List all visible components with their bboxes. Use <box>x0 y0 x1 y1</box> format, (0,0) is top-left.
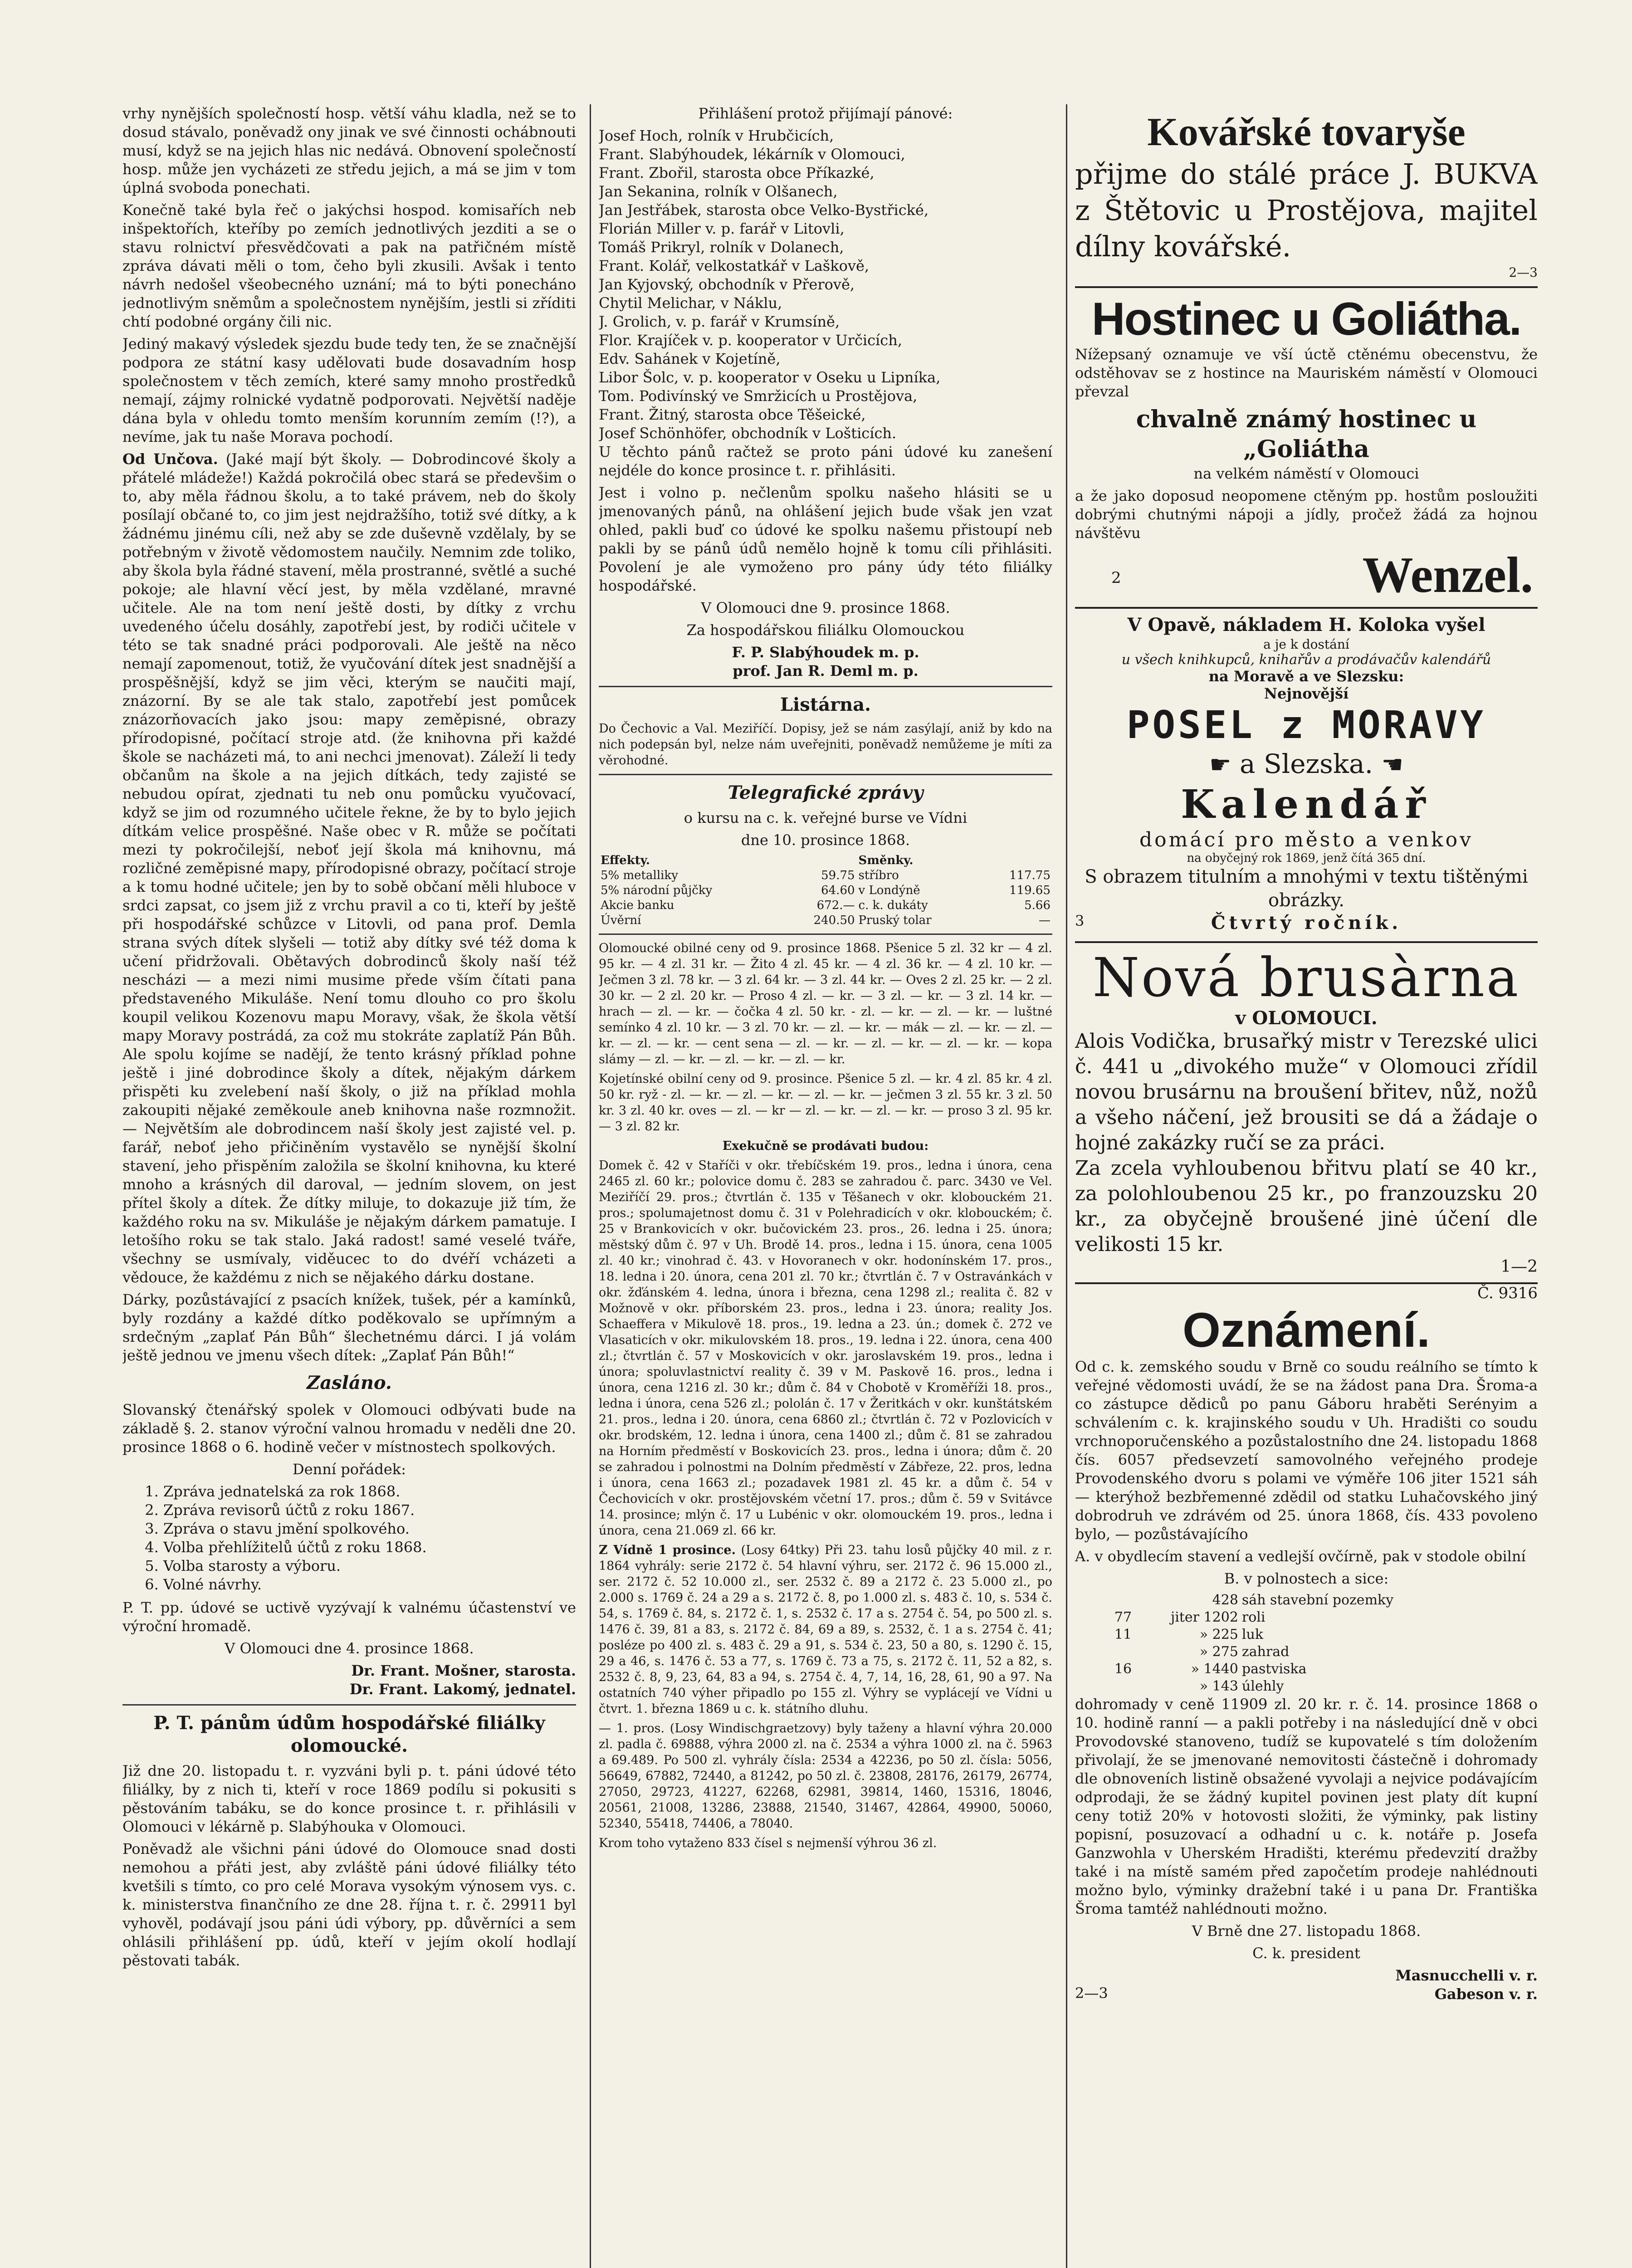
table-row <box>599 898 1052 913</box>
ad-text: Nejnovější <box>1264 685 1349 702</box>
list-item: Jan Jestřábek, starosta obce Velko-Bystřické, <box>599 201 929 219</box>
dateline: Z Vídně 1 prosince. <box>599 1543 736 1557</box>
exchange-rates-table <box>599 853 1052 928</box>
table-row <box>1102 1592 1472 1609</box>
paragraph: Do Čechovic a Val. Meziříčí. Dopisy, jež se nám zasýlají, aniž by kdo na nich podepsán byl, nelze nám uveřejniti, poněvadž nemůžeme je míti za věrohodné. <box>599 722 1052 767</box>
paragraph: o kursu na c. k. veřejné burse ve Vídni <box>684 809 967 826</box>
table-cell: zahrad <box>1241 1644 1290 1660</box>
table-cell: v Londýně <box>858 884 920 897</box>
ad-text: Alois Vodička, brusařký mistr v Terezské ulici č. 441 u „divokého muže“ v Olomouci zřídil novou brusárnu na broušení břitev, nůž, nožů a všeho náčení, jež brousiti se dá a žádaje o hojné zakázky ručí se za práci. <box>1075 1030 1538 1154</box>
table-row <box>1102 1609 1472 1626</box>
announcement-title: Oznámení. <box>1182 1302 1431 1357</box>
table-cell: 64.60 <box>821 884 855 897</box>
article-text: (Losy 64tky) Při 23. tahu losů půjčky 40 mil. z r. 1864 vyhrály: serie 2172 č. 54 hlavní výhru, ser. 2172 č. 96 15.000 zl., ser. 2172 č. 52 10.000 zl., ser. 2532 č. 89 a 2172 č. 23 5.000 zl., po 2.000 s. 1769 č. 24 a 29 a s. 2172 č. 8, po 1.000 zl. s. 483 č. 10, s. 534 č. 54, s. 1769 č. 84, s. 2172 č. 1, s. 2532 č. 17 a s. 2754 č. 54, po 500 zl. s. 1476 č. 39, 81 a 83, s. 2172 č. 84, 69 a 89, s. 2532, č. 1 a s. 2754 č. 41; posléze po 400 zl. s. 483 č. 29 a 91, s. 534 č. 23, 50 a 80, s. 1290 č. 15, 29 a 46, s. 1476 č. 53 a 77, s. 1769 č. 73 a 75, s. 2172 č. 11, 52 a 82, s. 2532 č. 8, 9, 23, 64, 83 a 94, s. 2754 č. 4, 7, 14, 16, 28, 61, 90 a 97. Na ostatních 740 výher připadlo po 155 zl. Výhry se vyplácejí ve Vídni u čtvrt. 1. března 1869 u c. k. státního dluhu. <box>599 1543 1052 1716</box>
ad-text: na obyčejný rok 1869, jenž čítá 365 dní. <box>1187 851 1426 865</box>
market-prices: Olomoucké obilné ceny od 9. prosince 1868. Pšenice 5 zl. 32 kr — 4 zl. 95 kr. — 4 zl. 31 kr. — Žito 4 zl. 45 kr. — 4 zl. 36 kr. — 4 zl. 10 kr. — Ječmen 3 zl. 78 kr. — 3 zl. 64 kr. — 3 zl. 44 kr. — Oves 2 zl. 25 kr. — 2 zl. 30 kr. — 2 zl. 20 kr. — Proso 4 zl. — kr. — 3 zl. — kr. — 3 zl. 14 kr. — hrach — zl. — kr. — čočka 4 zl. 50 kr. - zl. — kr. — zl. — kr. — luštné semínko 4 zl. 10 kr. — 3 zl. 70 kr. — zl. — kr. — mák — zl. — kr. — zl. — kr. — zl. — kr. — cent sena — zl. — kr. — zl. — kr. — zl. — kr. — kopa slámy — zl. — kr. — zl. — kr. — zl. — kr. <box>599 941 1052 1066</box>
paragraph <box>122 450 576 1287</box>
ad-text: na Moravě a ve Slezsku: <box>1208 668 1404 685</box>
table-row <box>1102 1643 1472 1661</box>
list-item: Chytil Melichar, v Náklu, <box>599 294 782 312</box>
ad-footer <box>1075 912 1538 935</box>
signature-block <box>1075 1966 1538 2007</box>
ad-title: POSEL z MORAVY <box>1126 703 1486 747</box>
paragraph: dohromady v ceně 11909 zl. 20 kr. r. č. 14. prosince 1868 o 10. hodině ranní — a pakli potřeby i na následující dně v obci Provodovské stanoveno, tudíž se kupovatelé s tím doložením přivolají, že se jmenované nemovitosti částečně i dohromady dle obnoveních listině obsažené vyvolaji a nejvice podávajícím odprodaji, že se žádný kupitel povinen jest platy dít kupní ceny totiž 20% v hotovosti složiti, že výminky, pak listiny popisní, posuzovací a odhadní u c. k. notáře p. Josefa Ganzwohla v Uherském Hradišti, kterému předevzití dražby také i na místě samém před započetím prodeje nahlédnouti možno bylo, výminky dražební také i u pana Dr. Františka Šroma tamtéž nahlédnouti možno. <box>1075 1696 1538 1917</box>
section-heading: Listárna. <box>780 694 871 715</box>
list-item: 2. Zpráva revisorů účtů z roku 1867. <box>163 1501 576 1520</box>
table-cell <box>1102 1592 1134 1609</box>
table-row <box>1102 1626 1472 1643</box>
paragraph: U těchto pánů račtež se proto páni údové ku zanešení nejdéle do konce prosince t. r. přihlásiti. <box>599 443 1052 479</box>
table-cell: 119.65 <box>1009 884 1051 897</box>
dateline: dne 10. prosince 1868. <box>741 831 910 849</box>
table-cell: 5% metalliky <box>601 869 678 882</box>
table-cell: pastviska <box>1241 1661 1307 1677</box>
paragraph: B. v polnostech a sice: <box>1224 1570 1389 1587</box>
signature: F. P. Slabýhoudek m. p. <box>732 644 919 661</box>
list-item: 1. Zpráva jednatelská za rok 1868. <box>163 1482 576 1501</box>
announcement <box>1075 1284 1538 2007</box>
article-text: (Jaké mají být školy. — Dobrodincové školy a přátelé mládeže!) Každá pokročilá obec stará se předevšim o to, aby měla řádnou školu, a to také právem, neb do školy posílají občané to, co jim jest nejdražšího, totiž své dítky, a k žádnému jinému cíli, než aby se zde duševně vzdělaly, by se potřebným v životě vědomostem naučily. Nemnim zde toliko, aby škola byla řádné stavení, měla prostranné, světlé a suché pokoje; ale hlavní věcí jest, by měla vzdělané, mravné učitele. Ale na tom není ještě dosti, by dítky z vrchu uvedeného účelu dosáhly, zapotřebí jest, by rodiči učitele v této se tak snadné práci podporovali. Ale ještě na něco nemají zapomenout, totiž, že vyučování dítek jest snadnější a prospěšnější, když se jim věci, kterým se naučiti mají, znázorní. By se ale tak stalo, zapotřebí jest pomůcek znázorňovacích jako jsou: mapy zeměpisné, obrazy přírodopisné, počítací stroje atd. (že knihovna při každé škole se nacházeti má, to ani nechci jmenovat). Záleží li tedy občanům na škole a na jejich dítkách, tedy zajisté se nebudou opírat, zjednati tu neb onu pomůcku vyučovací, když se jim od rozumného učitele řekne, že by to bylo jejich dítkám velice prospěšné. Naše obec v R. může se počítati mezi ty pokročilejší, neboť její škola má knihovnu, má rozličné zeměpisné mapy, přírodopisné obrazy, počítací stroje a k tomu hodné učitele; jen by to sobě občaní měli hluboce v srdci zapsat, co jsem již z vrchu pravil a co ti, kteří by ještě při hospodářské schůzce v Litovli, od pana prof. Demla strana svých dítek slyšeli — totiž aby dítky své též doma k učení přidržovali. Obětavých dobrodinců školy naší též nescházi — a mezi nimi musime přede vším čítati pana představeného Mikuláše. Není tomu dlouho co pro školu koupil velikou Kozenovu mapu Moravy, však, že škola větší mapy Moravy postrádá, za což mu stokráte zaplatíž Pán Bůh. Ale spolu kojíme se nadějí, že tento krásný příklad pohne ještě i jiné dobrodince školy a dítek, nějakým dárkem přispěti ku zvelebení naší školy, o již na příklad mohla zakoupiti nějaké zeměkoule aneb knihovna naše rozmnožit. — Největším ale dobrodincem naší školy jest zajisté vel. p. farář, neboť jeho přičiněním vystavělo se nynější školní stavení, jeho přispěním založila se školní knihovna, ku které mnoho a krásných dil daroval, — jedním slovem, on jest přítel školy a dítek. Že dítky miluje, to dokazuje již tím, že každého roku na sv. Mikuláše je nějakým dárkem pamatuje. I letošího roku se tak stalo. Jaká radost! samé veselé tváře, všechny se usmívaly, viděucec to do dvéří vcházeti a vědouce, že každému z nich se nějakého dárku dostane. <box>122 450 576 1286</box>
list-item: 3. Zpráva o stavu jmění spolkového. <box>163 1520 576 1538</box>
advertisement <box>1075 609 1538 943</box>
land-table <box>1102 1592 1472 1695</box>
section-heading: Exekučně se prodávati budou: <box>722 1139 929 1153</box>
ad-number: 2—3 <box>1075 1984 1108 2002</box>
table-row <box>1102 1678 1472 1695</box>
ad-text: V Opavě, nákladem H. Koloka vyšel <box>1127 614 1485 635</box>
ad-text: a že jako doposud neopomene ctěným pp. hostům posloužiti dobrými chutnými nápoji a jídly, pročež žádá za hojnou návštěvu <box>1075 487 1538 542</box>
table-header: Směnky. <box>858 854 914 867</box>
agenda-list <box>163 1482 576 1594</box>
dateline: Od Unčova. <box>122 450 218 468</box>
list-item: Tom. Podivínský ve Smržicích u Prostějova, <box>599 387 918 405</box>
ad-number: 3 <box>1075 912 1085 929</box>
table-row <box>599 913 1052 928</box>
ad-title: Kalendář <box>1181 782 1432 827</box>
ad-number: 2—3 <box>1509 265 1538 280</box>
column-middle <box>599 104 1052 1855</box>
table-cell: stříbro <box>858 869 899 882</box>
signature: prof. Jan R. Deml m. p. <box>733 662 919 679</box>
ad-subtitle <box>1075 748 1538 781</box>
name-list <box>599 127 1052 443</box>
market-prices: Kojetínské obilní ceny od 9. prosince. Pšenice 5 zl. — kr. 4 zl. 85 kr. 4 zl. 50 kr. ryž - zl. — kr. — zl. — kr. — zl. — kr. — ječmen 3 zl. 55 kr. 3 zl. 50 kr. 3 zl. 40 kr. oves — zl. — kr — zl. — kr. — zl. — kr. — proso 3 zl. 95 kr. — 3 zl. 82 kr. <box>599 1072 1052 1134</box>
ad-text: u všech knihkupců, knihařův a prodávačův kalendářů <box>1121 652 1491 668</box>
list-item: Frant. Zbořil, starosta obce Příkazké, <box>599 164 875 181</box>
ad-text: chvalně známý hostinec u „Goliátha <box>1136 406 1477 463</box>
ad-text: S obrazem titulním a mnohými v textu tištěnými obrázky. <box>1085 866 1528 911</box>
divider <box>122 1704 576 1706</box>
table-cell: úlehly <box>1241 1678 1284 1694</box>
paragraph: — 1. pros. (Losy Windischgraetzovy) byly taženy a hlavní výhra 20.000 zl. padla č. 69888, výhra 2000 zl. na č. 2534 a výhra 1000 zl. na č. 5963 a 69.489. Po 500 zl. vyhrály čísla: 2534 a 42236, po 50 zl. čísla: 5056, 56649, 67882, 72440, a 81242, po 50 zl. č. 23808, 28176, 26179, 26774, 27050, 29723, 41227, 62268, 62981, 39814, 1460, 15316, 18046, 20561, 21008, 13286, 23888, 21540, 31467, 42864, 49900, 50060, 52340, 55418, 74406, a 78040. <box>599 1721 1052 1831</box>
list-item: Edv. Sahánek v Kojetíně, <box>599 350 781 367</box>
table-cell: 428 <box>1212 1592 1238 1608</box>
signature: Gabeson v. r. <box>1434 1985 1538 2003</box>
divider <box>599 934 1052 935</box>
list-item: 4. Volba přehlížitelů účtů z roku 1868. <box>163 1538 576 1557</box>
table-cell: Pruský tolar <box>858 914 932 927</box>
signature: Dr. Frant. Lakomý, jednatel. <box>349 1681 576 1698</box>
list-item: J. Grolich, v. p. farář v Krumsíně, <box>599 313 840 330</box>
pointing-hand-icon: ☛ <box>1209 750 1231 779</box>
table-cell: jiter 1202 <box>1170 1609 1238 1625</box>
ad-text: Za zcela vyhloubenou břitvu platí se 40 kr., za polohloubenou 25 kr., po franzouzsku 20 kr., za obyčejně broušené jinė účení dle velikosti 15 kr. <box>1075 1157 1538 1256</box>
paragraph: Krom toho vytaženo 833 čísel s nejmenší výhrou 36 zl. <box>599 1836 937 1850</box>
list-item: Jan Kyjovský, obchodník v Přerově, <box>599 276 855 293</box>
table-row <box>599 868 1052 883</box>
ad-footer <box>1075 546 1538 601</box>
ad-title: Kovářské tovaryše <box>1147 110 1466 154</box>
paragraph: vrhy nynějších společností hosp. větší váhu kladla, než se to dosud stávalo, poněvadž ony jinak ve své činnosti ochábnouti musí, když se na jejich hlas nic nedává. Obnovení společností hosp. může jen vycházeti ze středu jejich, a má se jim v tom úplná svoboda ponechati. <box>122 105 576 196</box>
list-item: Flor. Krajíček v. p. kooperator v Určicích, <box>599 332 902 349</box>
table-cell: roli <box>1241 1609 1266 1625</box>
ad-text: domácí pro město a venkov <box>1139 828 1473 851</box>
table-cell: 117.75 <box>1009 869 1051 882</box>
table-cell: 5% národní půjčky <box>601 884 713 897</box>
table-cell: Akcie banku <box>601 899 674 912</box>
ad-text: a je k dostání <box>1263 637 1349 652</box>
table-header-row <box>599 853 1052 868</box>
advertisement <box>1075 288 1538 609</box>
table-cell: luk <box>1241 1627 1264 1642</box>
table-cell: 672.— <box>816 899 855 912</box>
dateline: V Olomouci dne 4. prosince 1868. <box>225 1640 474 1657</box>
table-cell: » 275 <box>1199 1644 1238 1660</box>
table-header: Effekty. <box>601 854 650 867</box>
table-cell: 5.66 <box>1024 899 1051 912</box>
table-row <box>599 883 1052 898</box>
signature: Dr. Frant. Mošner, starosta. <box>351 1662 576 1679</box>
paragraph <box>599 1542 1052 1717</box>
ad-subtitle: v OLOMOUCI. <box>1235 1007 1378 1029</box>
table-cell: » 225 <box>1199 1627 1238 1642</box>
paragraph: C. k. president <box>1252 1945 1360 1962</box>
list-item: 6. Volné návrhy. <box>163 1575 576 1594</box>
advertisement <box>1075 104 1538 288</box>
paragraph: P. T. pp. údové se uctivě vyzývají k valnému účastenství ve výroční hromadě. <box>122 1599 576 1635</box>
paragraph: Za hospodářskou filiálku Olomouckou <box>686 621 965 639</box>
table-cell: sáh stavební pozemky <box>1241 1592 1394 1608</box>
paragraph: Poněvadž ale všichni páni údové do Olomouce snad dosti nemohou a přáti jest, aby zvláště páni údové filiálky této kvetšili s tímto, co pro celé Morava vysokým výnosem vys. c. k. ministerstva finančního ze dne 28. října t. r. č. 29911 byl vyhověl, podávají jsou páni údi výbory, pp. důvěrníci a sem ohlásili přihlášení pp. údů, kteří v jejím okolí hodlají pěstovati tabák. <box>122 1840 576 1969</box>
ad-signature: Wenzel. <box>1362 547 1533 603</box>
reference-number: Č. 9316 <box>1477 1284 1538 1302</box>
list-item: Tomáš Prikryl, rolník v Dolanech, <box>599 239 844 256</box>
divider <box>599 686 1052 687</box>
agenda-heading: Denní pořádek: <box>293 1461 406 1478</box>
divider <box>599 774 1052 775</box>
table-cell: » 143 <box>1199 1678 1238 1694</box>
section-heading: P. T. pánům údům hospodářské filiálky olomoucké. <box>153 1712 545 1756</box>
list-item: Josef Schönhöfer, obchodník v Lošticích. <box>599 425 897 442</box>
section-heading: Telegrafické zprávy <box>728 782 923 803</box>
ad-number: 1—2 <box>1500 1257 1538 1276</box>
ad-text: Čtvrtý ročník. <box>1211 912 1402 934</box>
table-cell <box>1102 1643 1134 1661</box>
dateline: V Brně dne 27. listopadu 1868. <box>1192 1922 1421 1940</box>
list-item: 5. Volba starosty a výboru. <box>163 1557 576 1575</box>
paragraph: Již dne 20. listopadu t. r. vyzváni byli p. t. páni údové této filiálky, by z nich ti, kteří v roce 1869 podílu si pokusiti s pěstováním tabáku, se do konce prosince t. r. přihlásili v Olomouci v lékárně p. Slabýhouka v Olomouci. <box>122 1762 576 1835</box>
ad-text: a Slezska. <box>1239 748 1373 779</box>
column-left <box>122 104 576 1974</box>
table-cell: » 1440 <box>1191 1661 1238 1677</box>
column-right <box>1075 104 1538 2007</box>
table-cell: 16 <box>1114 1661 1132 1677</box>
section-heading: Zasláno. <box>307 1372 392 1393</box>
ad-title: Nová brusàrna <box>1092 946 1520 1009</box>
ad-text: Nížepsaný oznamuje ve vší úctě ctěnému obecenstvu, že odstěhovav se z hostince na Mauriském náměstí v Olomouci převzal <box>1075 346 1538 400</box>
list-item: Josef Hoch, rolník v Hrubčicích, <box>599 127 834 144</box>
list-item: Florián Miller v. p. farář v Litovli, <box>599 220 845 237</box>
table-cell: Úvěrní <box>601 914 641 927</box>
list-item: Frant. Slabýhoudek, lékárník v Olomouci, <box>599 146 905 163</box>
paragraph: Jest i volno p. nečlenům spolku našeho hlásiti se u jmenovaných pánů, na ohlášení jejich bude však jen vzat ohled, pakli buď co údové ke spolku našemu přistoupí neb pakli by se pánů údů nemělo hojně k tomu cíli přihlásiti. Povolení je ale vymoženo pro pány údy této filiálky hospodářské. <box>599 484 1052 594</box>
table-cell: 77 <box>1114 1609 1132 1625</box>
signature: Masnucchelli v. r. <box>1395 1967 1538 1984</box>
list-item: Jan Sekanina, rolník v Olšanech, <box>599 183 838 200</box>
advertisement <box>1075 943 1538 1284</box>
table-cell: 11 <box>1114 1627 1132 1642</box>
table-cell: — <box>1039 914 1051 927</box>
column-rule <box>590 104 591 2268</box>
paragraph: A. v obydlecím stavení a vedlejší ovčírně, pak v stodole obilní <box>1075 1548 1526 1565</box>
paragraph: Od c. k. zemského soudu v Brně co soudu reálního se tímto k veřejné vědomosti uvádí, že se na žádost pana Dra. Šroma-a co zástupce dědiců po panu Gáboru hraběti Serényim a schválením c. k. krajinského soudu v Uh. Hradišti co soudu vrchnoporučenského a pozůstalostního dne 24. listopadu 1868 čís. 6057 předsevzetí samovolného veřejného prodeje Provodenského dvoru s polami ve výměře 106 jiter 1521 sáh — kterýhož bezbřemenné zdědil od statku Luhačovského jiný dobrodruh ve zdrávém od 25. února 1868, čís. 433 povoleno bylo, — pozůstávajícího <box>1075 1358 1538 1543</box>
table-cell: 59.75 <box>821 869 855 882</box>
column-rule <box>1066 104 1067 2268</box>
table-cell: c. k. dukáty <box>858 899 928 912</box>
table-cell <box>1102 1678 1134 1695</box>
list-item: Frant. Žitný, starosta obce Těšeické, <box>599 406 866 423</box>
dateline: V Olomouci dne 9. prosince 1868. <box>701 599 950 616</box>
paragraph: Přihlášení protož přijímají pánové: <box>698 105 953 122</box>
paragraph: Slovanský čtenářský spolek v Olomouci odbývati bude na základě §. 2. stanov výroční valnou hromadu v neděli dne 20. prosince 1868 o 6. hodině večer v místnostech spolkových. <box>122 1401 576 1456</box>
ad-text: na velkém náměstí v Olomouci <box>1193 465 1419 482</box>
paragraph: Konečně také byla řeč o jakýchsi hospod. komisařích neb inšpektořích, kteříby po zemích jednotlivých jezditi a se o stavu rolnictví přesvědčovati a pak na patřičném místě zpráva dávati měli o tom, čeho byli zkusili. Avšak i tento návrh nedošel všeobecného uznání; má to býti ponecháno jednotlivým sněmům a společnostem nynějším, jestli si zříditi chtí podobné orgány čili nic. <box>122 201 576 330</box>
ad-number: 2 <box>1111 569 1121 587</box>
list-item: Libor Šolc, v. p. kooperator v Oseku u Lipníka, <box>599 369 941 386</box>
list-item: Frant. Kolář, velkostatkář v Laškově, <box>599 257 870 274</box>
paragraph: Jediný makavý výsledek sjezdu bude tedy ten, že se značnější podpora ze státní kasy udělovati bude dosavadním hosp společnostem v těch zemích, které samy mnoho prostředků nemají, zájmy rolnické vydatně podporovati. Největší naděje dána byla v ohledu tomto menším korunním zemím (!?), a nevíme, jak tu naše Morava pochodí. <box>122 335 576 445</box>
table-cell: 240.50 <box>813 914 855 927</box>
ad-text: přijme do stálé práce J. BUKVA z Štětovic u Prostějova, majitel dílny kovářské. <box>1075 157 1538 263</box>
ad-title: Hostinec u Goliátha. <box>1091 293 1521 345</box>
paragraph: Dárky, pozůstávající z psacích knížek, tušek, pér a kamínků, byly rozdány a každé dítko poděkovalo se upřímným a srdečným „zaplať Pán Bůh“ šlechetnému dárci. I já volám ještě jednou ve jmenu všech dítek: „Zaplať Pán Bůh!“ <box>122 1291 576 1364</box>
pointing-hand-icon: ☚ <box>1381 750 1403 779</box>
table-row <box>1102 1661 1472 1678</box>
paragraph: Domek č. 42 v Staříči v okr. třebíčském 19. pros., ledna i února, cena 2465 zl. 60 kr.; polovice domu č. 283 se zahradou č. parc. 3430 ve Vel. Meziříčí 29. pros.; čtvrtlán č. 135 v Těšanech v okr. klobouckém 21. pros.; spolumajetnost domu č. 31 v Polehradicích v okr. klobouckém; č. 25 v Brankovicích v okr. bučovickém 23. pros., 26. ledna i 25. února; městský dům č. 97 v Uh. Brodě 14. pros., ledna i 15. února, cena 1005 zl. 40 kr.; vinohrad č. 43. v Hovoranech v okr. hodonínském 17. pros., 18. ledna i 20. února, cena 201 zl. 70 kr.; čtvrtlán č. 7 v Ostravánkách v okr. žďánském 4. ledna, února i března, cena 1298 zl.; realita č. 82 v Možnově v okr. příborském 23. pros., ledna i 23. února; reality Jos. Schaeffera v Mikulově 18. pros., 19. ledna a 23. ún.; domek č. 272 ve Vlasaticích v okr. mikulovském 18. pros., 19. ledna i 22. února, cena 400 zl.; čtvrtlán č. 57 v Moskovicích v okr. jaroslavském 19. pros., ledna i února; spoluvlastnictví reality č. 39 v M. Paskově 16. pros., ledna i února, cena 1216 zl. 30 kr.; dům č. 84 v Chobotě v Kroměříži 18. pros., ledna i února, cena 526 zl.; pololán č. 17 v Žeritkách v okr. kunštátském 21. pros., ledna i 20. února, cena 6860 zl.; čtvrtlán č. 72 v Pozlovicích v okr. brodském, 12. ledna i února, cena 1400 zl.; dům č. 81 se zahradou na Horním předměstí v Boskovicích 23. pros., ledna i února; dům č. 20 se zahradou i polnostmi na Dolním předměstí v Zábřeze, 22. pros, ledna i února, cena 1663 zl.; pozadavek 1981 zl. 45 kr. a dům č. 54 v Čechovicích v okr. prostějovském včetní 17. pros.; dům č. 59 v Svitávce 14. prosince; mlýn č. 17 u Lubénic v okr. olomouckém 19. pros., ledna i února, cena 21.069 zl. 66 kr. <box>599 1158 1052 1538</box>
